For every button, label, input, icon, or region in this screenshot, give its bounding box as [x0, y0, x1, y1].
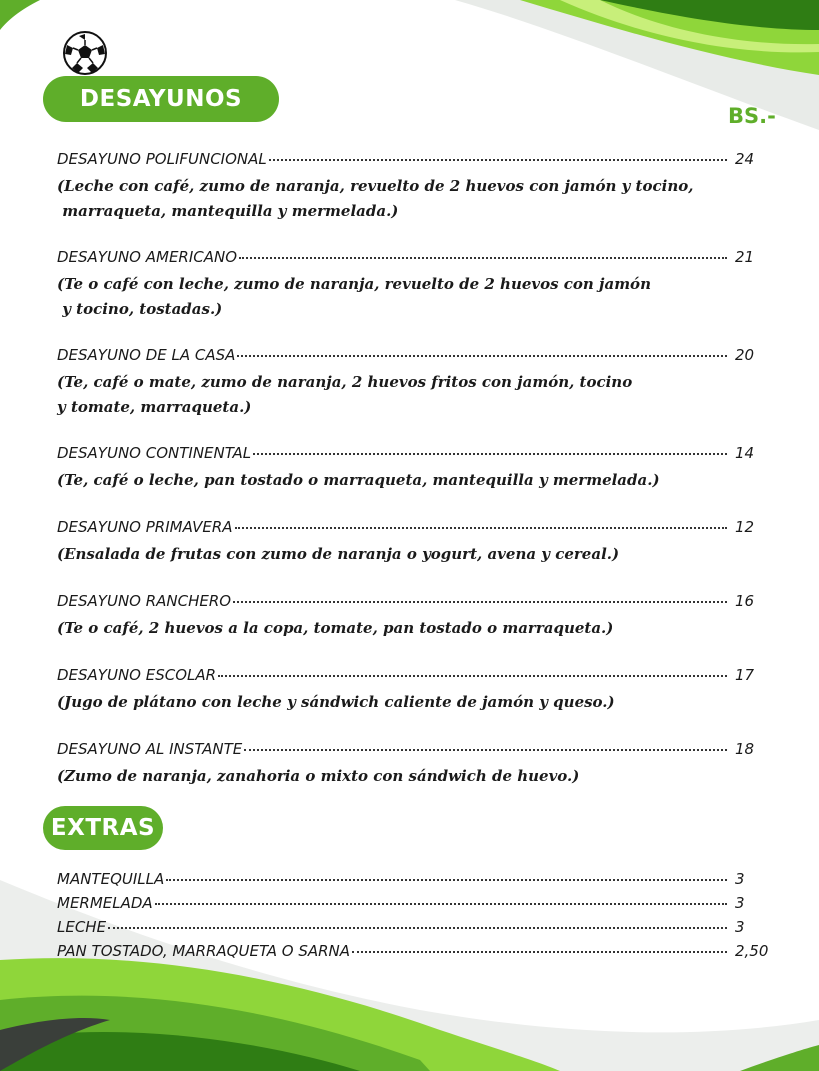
- menu-item-description: (Te, café o leche, pan tostado o marraqueta, mantequilla y mermelada.): [57, 471, 660, 489]
- extra-item-name: LECHE: [57, 918, 107, 936]
- leader-dots: [253, 452, 727, 455]
- menu-item-description: (Te o café, 2 huevos a la copa, tomate, pan tostado o marraqueta.): [57, 619, 614, 637]
- extra-item-name: MANTEQUILLA: [57, 870, 165, 888]
- leader-dots: [155, 902, 727, 905]
- leader-dots: [237, 354, 727, 357]
- menu-item-name: DESAYUNO ESCOLAR: [57, 666, 217, 684]
- leader-dots: [233, 600, 727, 603]
- extra-item-name: MERMELADA: [57, 894, 153, 912]
- description-line: y tocino, tostadas.): [57, 300, 223, 318]
- extra-item-price: 2,50: [735, 942, 769, 960]
- description-line: y tomate, marraqueta.): [57, 398, 252, 416]
- menu-item-price: 21: [735, 248, 755, 266]
- extra-item: [57, 918, 777, 942]
- menu-item-price: 17: [735, 666, 755, 684]
- extra-item: [57, 870, 777, 894]
- menu-item: [57, 444, 777, 518]
- menu-item-price: 14: [735, 444, 755, 462]
- description-line: (Leche con café, zumo de naranja, revuelto de 2 huevos con jamón y tocino,: [57, 177, 694, 195]
- menu-item: [57, 248, 777, 346]
- menu-item-name: DESAYUNO DE LA CASA: [57, 346, 236, 364]
- menu-item: [57, 666, 777, 740]
- menu-item-price: 18: [735, 740, 755, 758]
- menu-item-name: DESAYUNO AL INSTANTE: [57, 740, 243, 758]
- section-title-desayunos: DESAYUNOS: [43, 76, 279, 122]
- extra-item-price: 3: [735, 870, 745, 888]
- menu-item-description: (Zumo de naranja, zanahoria o mixto con sándwich de huevo.): [57, 767, 580, 785]
- description-line: marraqueta, mantequilla y mermelada.): [57, 202, 399, 220]
- menu-item-name: DESAYUNO AMERICANO: [57, 248, 238, 266]
- price-column-header: BS.-: [728, 104, 776, 128]
- menu-item-description: (Jugo de plátano con leche y sándwich caliente de jamón y queso.): [57, 693, 615, 711]
- breakfast-list: [57, 150, 777, 814]
- leader-dots: [108, 926, 727, 929]
- extra-item: [57, 942, 777, 966]
- menu-item-name: DESAYUNO PRIMAVERA: [57, 518, 233, 536]
- menu-item-price: 20: [735, 346, 755, 364]
- menu-item: [57, 592, 777, 666]
- menu-item-description: [57, 272, 697, 322]
- extra-item-price: 3: [735, 894, 745, 912]
- extra-item-price: 3: [735, 918, 745, 936]
- leader-dots: [269, 158, 727, 161]
- menu-item-price: 12: [735, 518, 755, 536]
- extras-list: [57, 870, 777, 966]
- menu-item-description: (Ensalada de frutas con zumo de naranja o yogurt, avena y cereal.): [57, 545, 620, 563]
- soccer-ball-icon: [62, 30, 108, 76]
- menu-item-price: 16: [735, 592, 755, 610]
- menu-item-description: [57, 174, 697, 224]
- menu-item-description: [57, 370, 697, 420]
- leader-dots: [239, 256, 727, 259]
- menu-item-price: 24: [735, 150, 755, 168]
- menu-item-name: DESAYUNO CONTINENTAL: [57, 444, 252, 462]
- menu-item: [57, 346, 777, 444]
- menu-item: [57, 150, 777, 248]
- leader-dots: [352, 950, 727, 953]
- menu-item: [57, 518, 777, 592]
- extra-item: [57, 894, 777, 918]
- section-title-extras: EXTRAS: [43, 806, 163, 850]
- leader-dots: [235, 526, 727, 529]
- extra-item-name: PAN TOSTADO, MARRAQUETA O SARNA: [57, 942, 351, 960]
- leader-dots: [166, 878, 727, 881]
- menu-item-name: DESAYUNO POLIFUNCIONAL: [57, 150, 267, 168]
- menu-item-name: DESAYUNO RANCHERO: [57, 592, 232, 610]
- leader-dots: [244, 748, 727, 751]
- menu-item: [57, 740, 777, 814]
- leader-dots: [218, 674, 727, 677]
- description-line: (Te o café con leche, zumo de naranja, revuelto de 2 huevos con jamón: [57, 275, 651, 293]
- description-line: (Te, café o mate, zumo de naranja, 2 huevos fritos con jamón, tocino: [57, 373, 633, 391]
